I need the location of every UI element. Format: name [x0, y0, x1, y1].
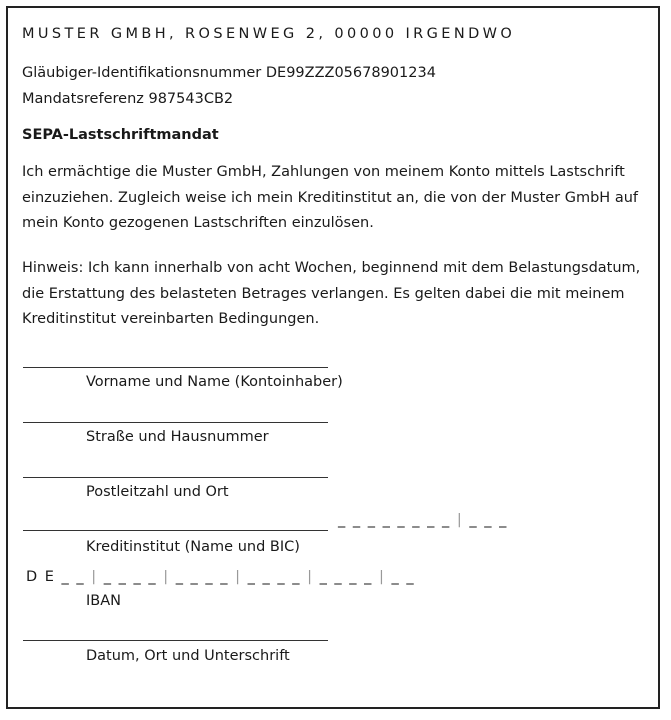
- city-line[interactable]: [23, 477, 328, 478]
- iban-group: _ _ _ _: [313, 569, 380, 585]
- iban-separator: |: [235, 569, 242, 585]
- iban-separator: |: [91, 569, 98, 585]
- bic-slots[interactable]: [338, 512, 508, 528]
- signature-caption: Datum, Ort und Unterschrift: [86, 648, 290, 664]
- iban-prefix: D E _ _: [26, 569, 92, 585]
- city-caption: Postleitzahl und Ort: [86, 484, 229, 500]
- mandate-reference: Mandatsreferenz 987543CB2: [22, 91, 234, 107]
- bank-caption: Kreditinstitut (Name und BIC): [86, 539, 300, 555]
- iban-separator: |: [379, 569, 386, 585]
- creditor-address: MUSTER GMBH, ROSENWEG 2, 00000 IRGENDWO: [22, 26, 516, 42]
- iban-last: _ _: [385, 569, 416, 585]
- bic-separator: |: [456, 512, 464, 528]
- iban-separator: |: [163, 569, 170, 585]
- iban-separator: |: [307, 569, 314, 585]
- name-caption: Vorname und Name (Kontoinhaber): [86, 374, 343, 390]
- note-text: Hinweis: Ich kann innerhalb von acht Wochen, beginnend mit dem Belastungsdatum, die Erstattung des belasteten Betrages verlangen. Es gelten dabei die mit meinem Kreditinstitut vereinbarten Bedingungen.: [22, 260, 641, 327]
- creditor-id: Gläubiger-Identifikationsnummer DE99ZZZ05678901234: [22, 65, 436, 81]
- authorization-text: Ich ermächtige die Muster GmbH, Zahlungen von meinem Konto mittels Lastschrift einzuziehen. Zugleich weise ich mein Kreditinstitut an, die von der Muster GmbH auf mein Konto gezogenen Lastschriften einzulösen.: [22, 164, 639, 231]
- bic-part-1: _ _ _ _ _ _ _ _: [338, 512, 457, 528]
- signature-line[interactable]: [23, 640, 328, 641]
- street-line[interactable]: [23, 422, 328, 423]
- bank-line[interactable]: [23, 530, 328, 531]
- iban-group: _ _ _ _: [169, 569, 236, 585]
- iban-caption: IBAN: [86, 593, 121, 609]
- street-caption: Straße und Hausnummer: [86, 429, 269, 445]
- iban-group: _ _ _ _: [241, 569, 308, 585]
- mandate-title: SEPA-Lastschriftmandat: [22, 127, 219, 143]
- iban-group: _ _ _ _: [97, 569, 164, 585]
- name-line[interactable]: [23, 367, 328, 368]
- bic-part-2: _ _ _: [463, 512, 508, 528]
- iban-slots[interactable]: [26, 569, 415, 585]
